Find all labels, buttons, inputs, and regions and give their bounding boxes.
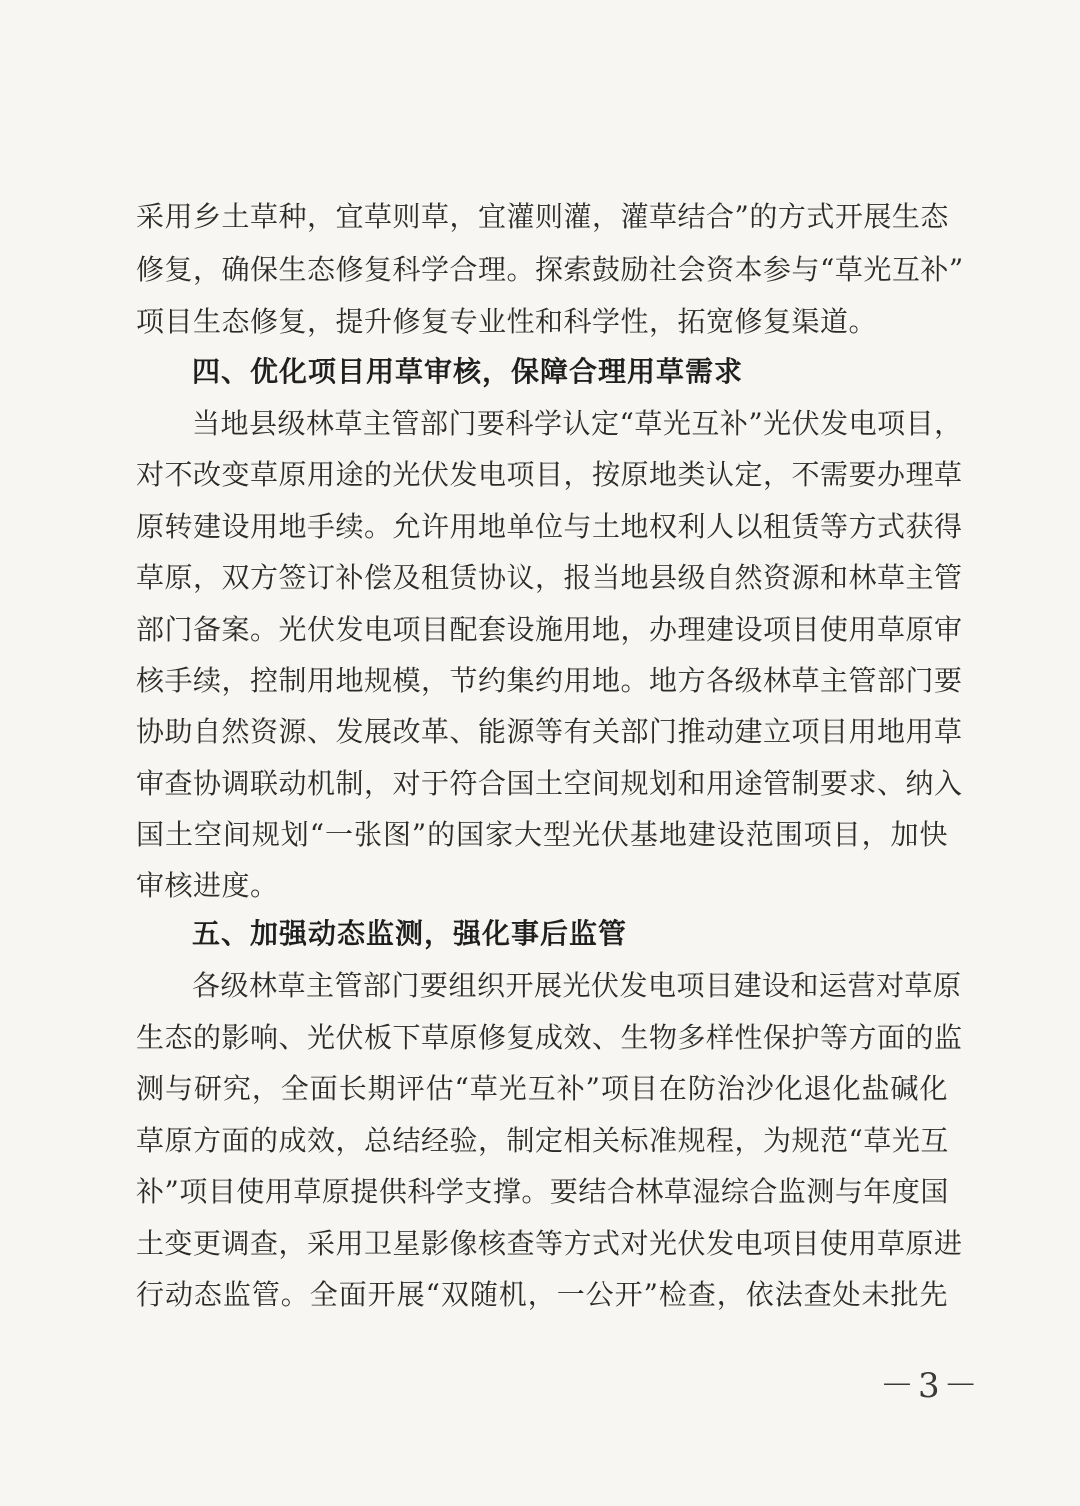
paragraph-line: 审查协调联动机制，对于符合国土空间规划和用途管制要求、纳入: [136, 767, 963, 800]
section-heading-4: 四、优化项目用草审核，保障合理用草需求: [192, 355, 744, 388]
paragraph-line: 审核进度。: [136, 869, 279, 902]
paragraph-line: 补”项目使用草原提供科学支撑。要结合林草湿综合监测与年度国: [136, 1175, 949, 1208]
paragraph-line: 对不改变草原用途的光伏发电项目，按原地类认定，不需要办理草: [136, 458, 963, 491]
paragraph-line: 各级林草主管部门要组织开展光伏发电项目建设和运营对草原: [192, 969, 962, 1002]
paragraph-line: 草原方面的成效，总结经验，制定相关标准规程，为规范“草光互: [136, 1124, 949, 1157]
paragraph-line: 测与研究，全面长期评估“草光互补”项目在防治沙化退化盐碱化: [136, 1072, 948, 1105]
paragraph-line: 采用乡土草种，宜草则草，宜灌则灌，灌草结合”的方式开展生态: [136, 200, 949, 233]
paragraph-line: 当地县级林草主管部门要科学认定“草光互补”光伏发电项目，: [192, 407, 963, 440]
paragraph-line: 原转建设用地手续。允许用地单位与土地权利人以租赁等方式获得: [136, 510, 963, 543]
section-heading-5: 五、加强动态监测，强化事后监管: [192, 917, 628, 950]
paragraph-line: 土变更调查，采用卫星影像核查等方式对光伏发电项目使用草原进: [136, 1227, 963, 1260]
paragraph-line: 生态的影响、光伏板下草原修复成效、生物多样性保护等方面的监: [136, 1021, 963, 1054]
paragraph-line: 国土空间规划“一张图”的国家大型光伏基地建设范围项目，加快: [136, 818, 948, 851]
paragraph-line: 项目生态修复，提升修复专业性和科学性，拓宽修复渠道。: [136, 305, 878, 338]
page-number: －3－: [880, 1366, 982, 1406]
paragraph-line: 草原，双方签订补偿及租赁协议，报当地县级自然资源和林草主管: [136, 561, 963, 594]
paragraph-line: 修复，确保生态修复科学合理。探索鼓励社会资本参与“草光互补”: [136, 253, 964, 286]
paragraph-line: 协助自然资源、发展改革、能源等有关部门推动建立项目用地用草: [136, 715, 963, 748]
paragraph-line: 行动态监管。全面开展“双随机，一公开”检查，依法查处未批先: [136, 1278, 948, 1311]
paragraph-line: 核手续，控制用地规模，节约集约用地。地方各级林草主管部门要: [136, 664, 963, 697]
paragraph-line: 部门备案。光伏发电项目配套设施用地，办理建设项目使用草原审: [136, 613, 963, 646]
